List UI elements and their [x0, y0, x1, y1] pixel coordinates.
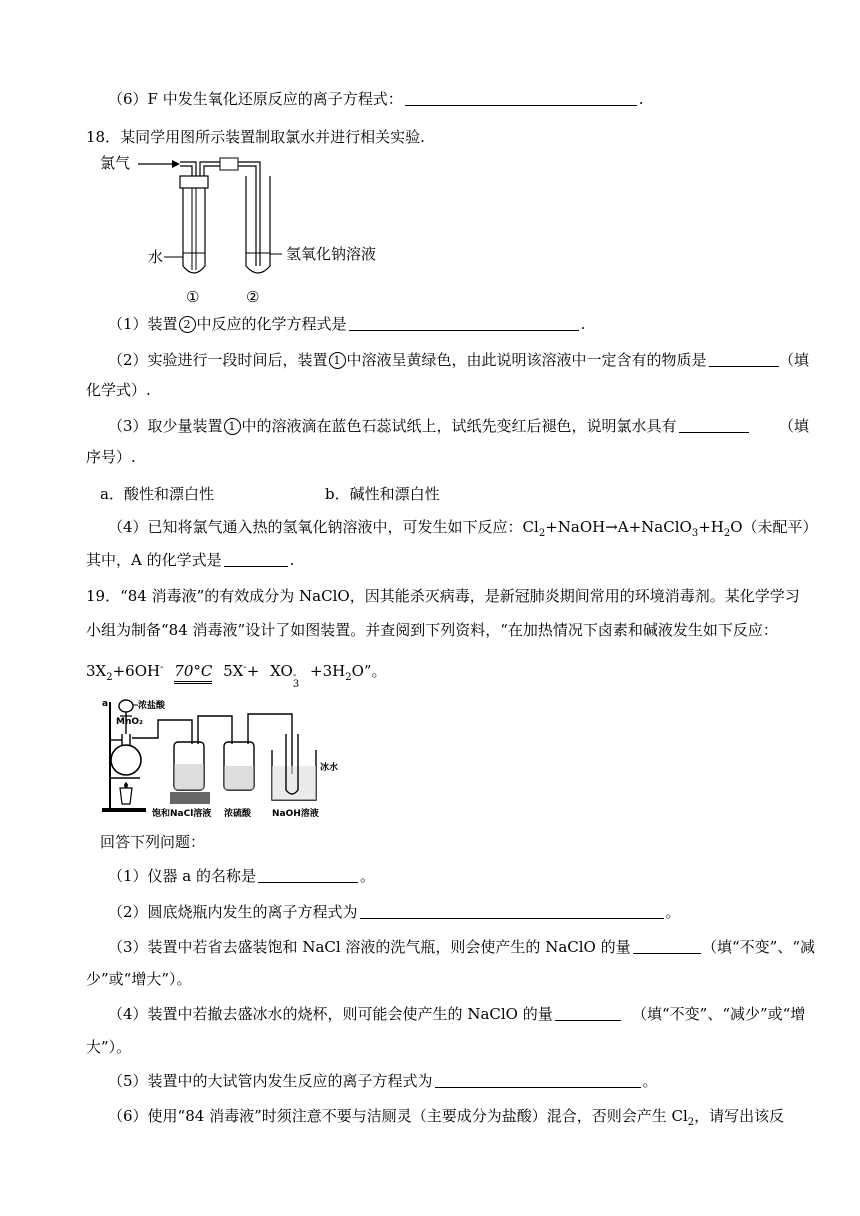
answer-blank[interactable] — [405, 91, 637, 106]
q19-header: 19．“84 消毒液”的有效成分为 NaClO，因其能杀灭病毒，是新冠肺炎期间常用的环境消毒剂。某化学学习 — [86, 587, 800, 605]
label-mno2: MnO₂ — [116, 717, 143, 727]
answer-blank[interactable] — [349, 316, 579, 331]
answer-blank[interactable] — [555, 1006, 621, 1021]
label-device-2: ② — [246, 288, 260, 306]
answer-blank[interactable] — [679, 418, 749, 433]
q19-part4-cont: 大”）。 — [86, 1038, 132, 1056]
answer-blank[interactable] — [435, 1073, 641, 1088]
q18-header: 18．某同学用图所示装置制取氯水并进行相关实验. — [86, 128, 425, 146]
answer-blank[interactable] — [633, 939, 701, 954]
answer-blank[interactable] — [709, 352, 779, 367]
label-ice-water: 冰水 — [320, 763, 339, 773]
q19-part6: （6）使用“84 消毒液”时须注意不要与洁厕灵（主要成分为盐酸）混合，否则会产生 $Cl_2$，请写出该反 — [108, 1107, 785, 1128]
circled-number: 1 — [329, 352, 346, 369]
q19-part1: （1）仪器 a 的名称是 。 — [108, 867, 376, 885]
q18-part2-tail: （填 — [779, 351, 810, 369]
label-naoh-solution: 氢氧化钠溶液 — [286, 245, 377, 263]
label-conc-h2so4: 浓硫酸 — [224, 809, 252, 819]
q19-part3-cont: 少”或“增大”）。 — [86, 970, 192, 988]
q18-part2-cont: 化学式）. — [86, 381, 151, 399]
reaction-condition: 70°C — [174, 661, 212, 684]
answer-blank[interactable] — [360, 904, 664, 919]
q19-answer-intro: 回答下列问题： — [100, 833, 206, 851]
q18-part4-cont: 其中，A 的化学式是 . — [86, 551, 295, 569]
q17-part6: （6）F 中发生氧化还原反应的离子方程式： . — [108, 90, 644, 108]
circled-number: 2 — [179, 316, 196, 333]
q19-part5: （5）装置中的大试管内发生反应的离子方程式为 。 — [108, 1072, 658, 1090]
q19-part2: （2）圆底烧瓶内发生的离子方程式为 。 — [108, 903, 681, 921]
answer-blank[interactable] — [258, 868, 358, 883]
label-naoh-solution-2: NaOH溶液 — [272, 809, 319, 819]
q19-header-line2: 小组为制备“84 消毒液”设计了如图装置。并查阅到下列资料，“在加热情况下卤素和碱液发生如下反应： — [86, 621, 778, 639]
q19-part4-tail: （填“不变”、“减少”或“增 — [632, 1005, 806, 1023]
q18-part1: （1）装置 2 中反应的化学方程式是 . — [108, 315, 586, 333]
q19-part3: （3）装置中若省去盛装饱和 NaCl 溶液的洗气瓶，则会使产生的 NaClO 的量 — [108, 937, 703, 957]
label-a: a — [102, 699, 109, 709]
q18-part4: （4）已知将氯气通入热的氢氧化钠溶液中，可发生如下反应：$Cl_2+NaOH\to A+NaClO_3+H_2O$（未配平） — [108, 518, 818, 539]
q18-part3-cont: 序号）. — [86, 448, 136, 466]
q18-apparatus-diagram — [96, 148, 396, 308]
label-device-1: ① — [186, 288, 200, 306]
q19-equation: $3X_2+6OH^-$ 70°C 5X-+ XO - 3 $+3H_2O$”。 — [86, 662, 387, 690]
q18-part3-tail: （填 — [779, 417, 810, 435]
option-b[interactable]: b．碱性和漂白性 — [325, 485, 440, 503]
label-sat-nacl: 饱和NaCl溶液 — [152, 809, 212, 819]
q19-part3-tail: （填“不变”、“减 — [702, 938, 816, 956]
q19-apparatus-diagram — [100, 694, 339, 819]
q18-part3: （3）取少量装置 1 中的溶液滴在蓝色石蕊试纸上，试纸先变红后褪色，说明氯水具有 — [108, 416, 751, 436]
label-water: 水 — [148, 248, 164, 266]
option-a[interactable]: a．酸性和漂白性 — [100, 485, 214, 503]
label-chlorine: 氯气 — [100, 154, 131, 172]
answer-blank[interactable] — [224, 552, 288, 567]
label-conc-hcl: 浓盐酸 — [138, 701, 166, 711]
circled-number: 1 — [224, 418, 241, 435]
q18-part2: （2）实验进行一段时间后，装置 1 中溶液呈黄绿色，由此说明该溶液中一定含有的物质是 — [108, 350, 781, 370]
q19-part4: （4）装置中若撤去盛冰水的烧杯，则可能会使产生的 NaClO 的量 — [108, 1004, 623, 1024]
